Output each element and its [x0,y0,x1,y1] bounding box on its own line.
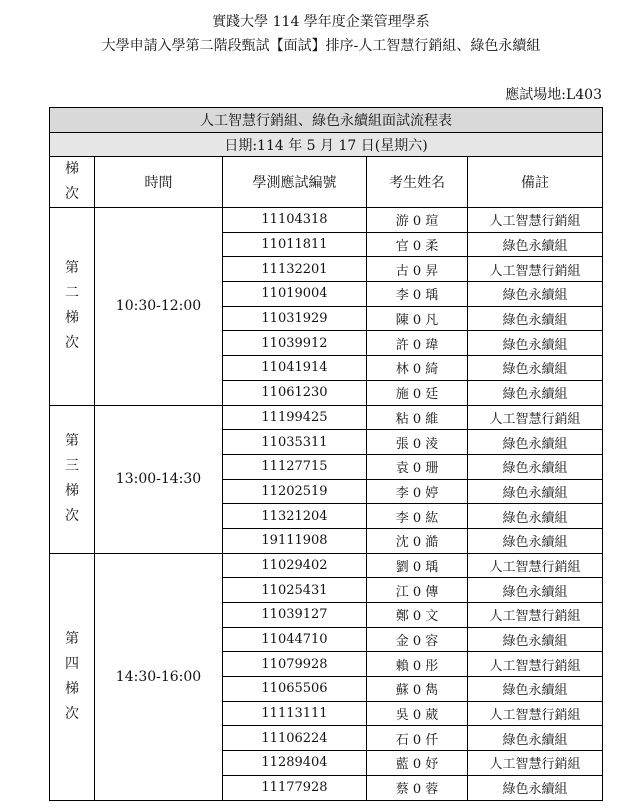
table-title: 人工智慧行銷組、綠色永續組面試流程表 [50,108,603,133]
exam-id-cell: 11039912 [223,331,367,356]
exam-id-cell: 11041914 [223,356,367,381]
candidate-name-cell: 吳 0 葳 [367,701,468,726]
column-header-batch: 梯 次 [50,157,95,208]
track-note-cell: 綠色永續組 [468,282,603,307]
track-note-cell: 人工智慧行銷組 [468,208,603,233]
track-note-cell: 人工智慧行銷組 [468,603,603,628]
document-subtitle: 大學申請入學第二階段甄試【面試】排序-人工智慧行銷組、綠色永續組 [101,38,541,54]
exam-id-cell: 11025431 [223,578,367,603]
exam-id-cell: 11113111 [223,701,367,726]
exam-id-cell: 11065506 [223,677,367,702]
column-header-name: 考生姓名 [367,157,468,208]
candidate-name-cell: 李 0 婷 [367,479,468,504]
table-row [50,405,603,430]
exam-id-cell: 19111908 [223,528,367,553]
candidate-name-cell: 許 0 瑋 [367,331,468,356]
interview-schedule-table [49,107,603,801]
column-header-id: 學測應試編號 [223,157,367,208]
time-slot: 10:30-12:00 [95,208,223,406]
candidate-name-cell: 袁 0 珊 [367,454,468,479]
track-note-cell: 綠色永續組 [468,380,603,405]
batch-label: 第 三 梯 次 [50,405,95,553]
candidate-name-cell: 蔡 0 蓉 [367,775,468,800]
candidate-name-cell: 古 0 昇 [367,257,468,282]
exam-id-cell: 11029402 [223,553,367,578]
track-note-cell: 綠色永續組 [468,677,603,702]
table-header-row [50,157,603,208]
candidate-name-cell: 劉 0 瑀 [367,553,468,578]
exam-id-cell: 11104318 [223,208,367,233]
table-row [50,553,603,578]
exam-id-cell: 11061230 [223,380,367,405]
candidate-name-cell: 游 0 瑄 [367,208,468,233]
candidate-name-cell: 江 0 傳 [367,578,468,603]
exam-id-cell: 11199425 [223,405,367,430]
candidate-name-cell: 施 0 廷 [367,380,468,405]
exam-id-cell: 11106224 [223,726,367,751]
candidate-name-cell: 李 0 紘 [367,504,468,529]
track-note-cell: 綠色永續組 [468,232,603,257]
exam-id-cell: 11035311 [223,430,367,455]
track-note-cell: 綠色永續組 [468,627,603,652]
candidate-name-cell: 金 0 容 [367,627,468,652]
track-note-cell: 綠色永續組 [468,775,603,800]
candidate-name-cell: 鄭 0 文 [367,603,468,628]
exam-date: 日期:114 年 5 月 17 日(星期六) [50,133,603,157]
exam-id-cell: 11019004 [223,282,367,307]
track-note-cell: 人工智慧行銷組 [468,405,603,430]
table-row [50,208,603,233]
track-note-cell: 綠色永續組 [468,528,603,553]
track-note-cell: 綠色永續組 [468,430,603,455]
time-slot: 13:00-14:30 [95,405,223,553]
track-note-cell: 綠色永續組 [468,726,603,751]
exam-id-cell: 11321204 [223,504,367,529]
candidate-name-cell: 官 0 柔 [367,232,468,257]
track-note-cell: 人工智慧行銷組 [468,257,603,282]
exam-id-cell: 11202519 [223,479,367,504]
candidate-name-cell: 林 0 綺 [367,356,468,381]
track-note-cell: 綠色永續組 [468,356,603,381]
exam-id-cell: 11127715 [223,454,367,479]
batch-label: 第 四 梯 次 [50,553,95,800]
exam-id-cell: 11079928 [223,652,367,677]
track-note-cell: 綠色永續組 [468,578,603,603]
exam-id-cell: 11289404 [223,751,367,776]
column-header-time: 時間 [95,157,223,208]
time-slot: 14:30-16:00 [95,553,223,800]
batch-label: 第 二 梯 次 [50,208,95,406]
candidate-name-cell: 石 0 仟 [367,726,468,751]
track-note-cell: 人工智慧行銷組 [468,751,603,776]
track-note-cell: 人工智慧行銷組 [468,652,603,677]
track-note-cell: 綠色永續組 [468,306,603,331]
candidate-name-cell: 陳 0 凡 [367,306,468,331]
column-header-note: 備註 [468,157,603,208]
exam-id-cell: 11039127 [223,603,367,628]
exam-id-cell: 11031929 [223,306,367,331]
exam-id-cell: 11044710 [223,627,367,652]
track-note-cell: 人工智慧行銷組 [468,701,603,726]
track-note-cell: 綠色永續組 [468,479,603,504]
candidate-name-cell: 李 0 瑀 [367,282,468,307]
document-title: 實踐大學 114 學年度企業管理學系 [212,14,430,30]
track-note-cell: 綠色永續組 [468,504,603,529]
exam-id-cell: 11177928 [223,775,367,800]
track-note-cell: 綠色永續組 [468,454,603,479]
candidate-name-cell: 藍 0 妤 [367,751,468,776]
exam-id-cell: 11011811 [223,232,367,257]
exam-venue: 應試場地:L403 [505,87,602,103]
candidate-name-cell: 沈 0 澔 [367,528,468,553]
candidate-name-cell: 粘 0 維 [367,405,468,430]
track-note-cell: 人工智慧行銷組 [468,553,603,578]
exam-id-cell: 11132201 [223,257,367,282]
track-note-cell: 綠色永續組 [468,331,603,356]
candidate-name-cell: 張 0 淩 [367,430,468,455]
candidate-name-cell: 蘇 0 雋 [367,677,468,702]
candidate-name-cell: 賴 0 彤 [367,652,468,677]
